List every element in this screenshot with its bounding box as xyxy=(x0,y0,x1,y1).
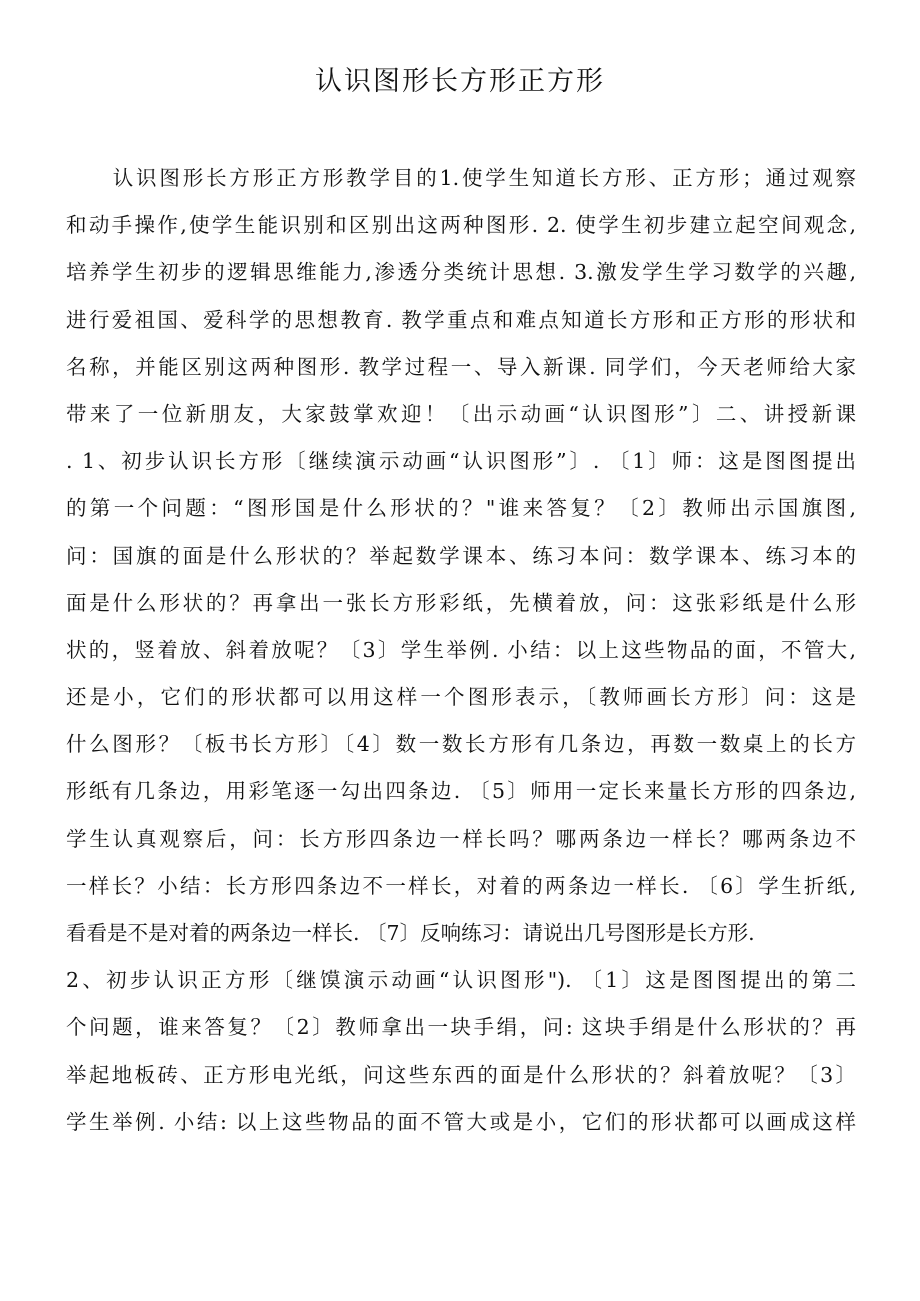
body-line: . 1、初步认识长方形〔继续演示动画“认识图形”〕. 〔1〕师：这是图图提出 xyxy=(66,449,856,474)
body-line: 看看是不是对着的两条边一样长. 〔7〕反响练习：请说出几号图形是长方形. xyxy=(66,921,755,945)
body-line: 的第一个问题：“图形国是什么形状的？"谁来答复？〔2〕教师出示国旗图, xyxy=(66,496,856,521)
body-line: 一样长？小结：长方形四条边不一样长，对着的两条边一样长. 〔6〕学生折纸, xyxy=(66,873,856,898)
body-line: 还是小，它们的形状都可以用这样一个图形表示，〔教师画长方形〕问：这是 xyxy=(66,685,856,710)
document-body xyxy=(66,155,856,1146)
body-line: 带来了一位新朋友，大家鼓掌欢迎！〔出示动画“认识图形”〕二、讲授新课 xyxy=(66,401,856,426)
body-line: 名称，并能区别这两种图形. 教学过程一、导入新课. 同学们，今天老师给大家 xyxy=(66,354,856,379)
body-line: 2、初步认识正方形〔继馍演示动画“认识图形"). 〔1〕这是图图提出的第二 xyxy=(66,968,856,993)
body-line: 问：国旗的面是什么形状的？举起数学课本、练习本问：数学课本、练习本的 xyxy=(66,543,856,568)
body-line: 培养学生初步的逻辑思维能力,渗透分类统计思想. 3.激发学生学习数学的兴趣, xyxy=(66,260,856,285)
body-line: 举起地板砖、正方形电光纸，问这些东西的面是什么形状的？斜着放呢？〔3〕 xyxy=(66,1062,856,1087)
body-line: 学生认真观察后，问：长方形四条边一样长吗？哪两条边一样长？哪两条边不 xyxy=(66,826,856,851)
body-line: 进行爱祖国、爱科学的思想教育. 教学重点和难点知道长方形和正方形的形状和 xyxy=(66,307,856,332)
body-line: 面是什么形状的？再拿出一张长方形彩纸，先横着放，问：这张彩纸是什么形 xyxy=(66,590,856,615)
body-line: 个问题，谁来答复？〔2〕教师拿出一块手绢，问: 这块手绢是什么形状的？再 xyxy=(66,1015,856,1040)
body-line: 状的，竖着放、斜着放呢？〔3〕学生举例. 小结：以上这些物品的面，不管大, xyxy=(66,637,856,662)
body-line: 和动手操作,使学生能识别和区别出这两种图形. 2. 使学生初步建立起空间观念, xyxy=(66,213,856,238)
body-line: 什么图形？〔板书长方形〕〔4〕数一数长方形有几条边，再数一数桌上的长方 xyxy=(66,732,856,757)
body-line: 认识图形长方形正方形教学目的1.使学生知道长方形、正方形；通过观察 xyxy=(66,166,856,190)
body-line: 形纸有几条边，用彩笔逐一勾出四条边. 〔5〕师用一定长来量长方形的四条边, xyxy=(66,779,856,804)
document-title: 认识图形长方形正方形 xyxy=(315,66,605,97)
body-line: 学生举例. 小结: 以上这些物品的面不管大或是小，它们的形状都可以画成这样 xyxy=(66,1109,856,1134)
